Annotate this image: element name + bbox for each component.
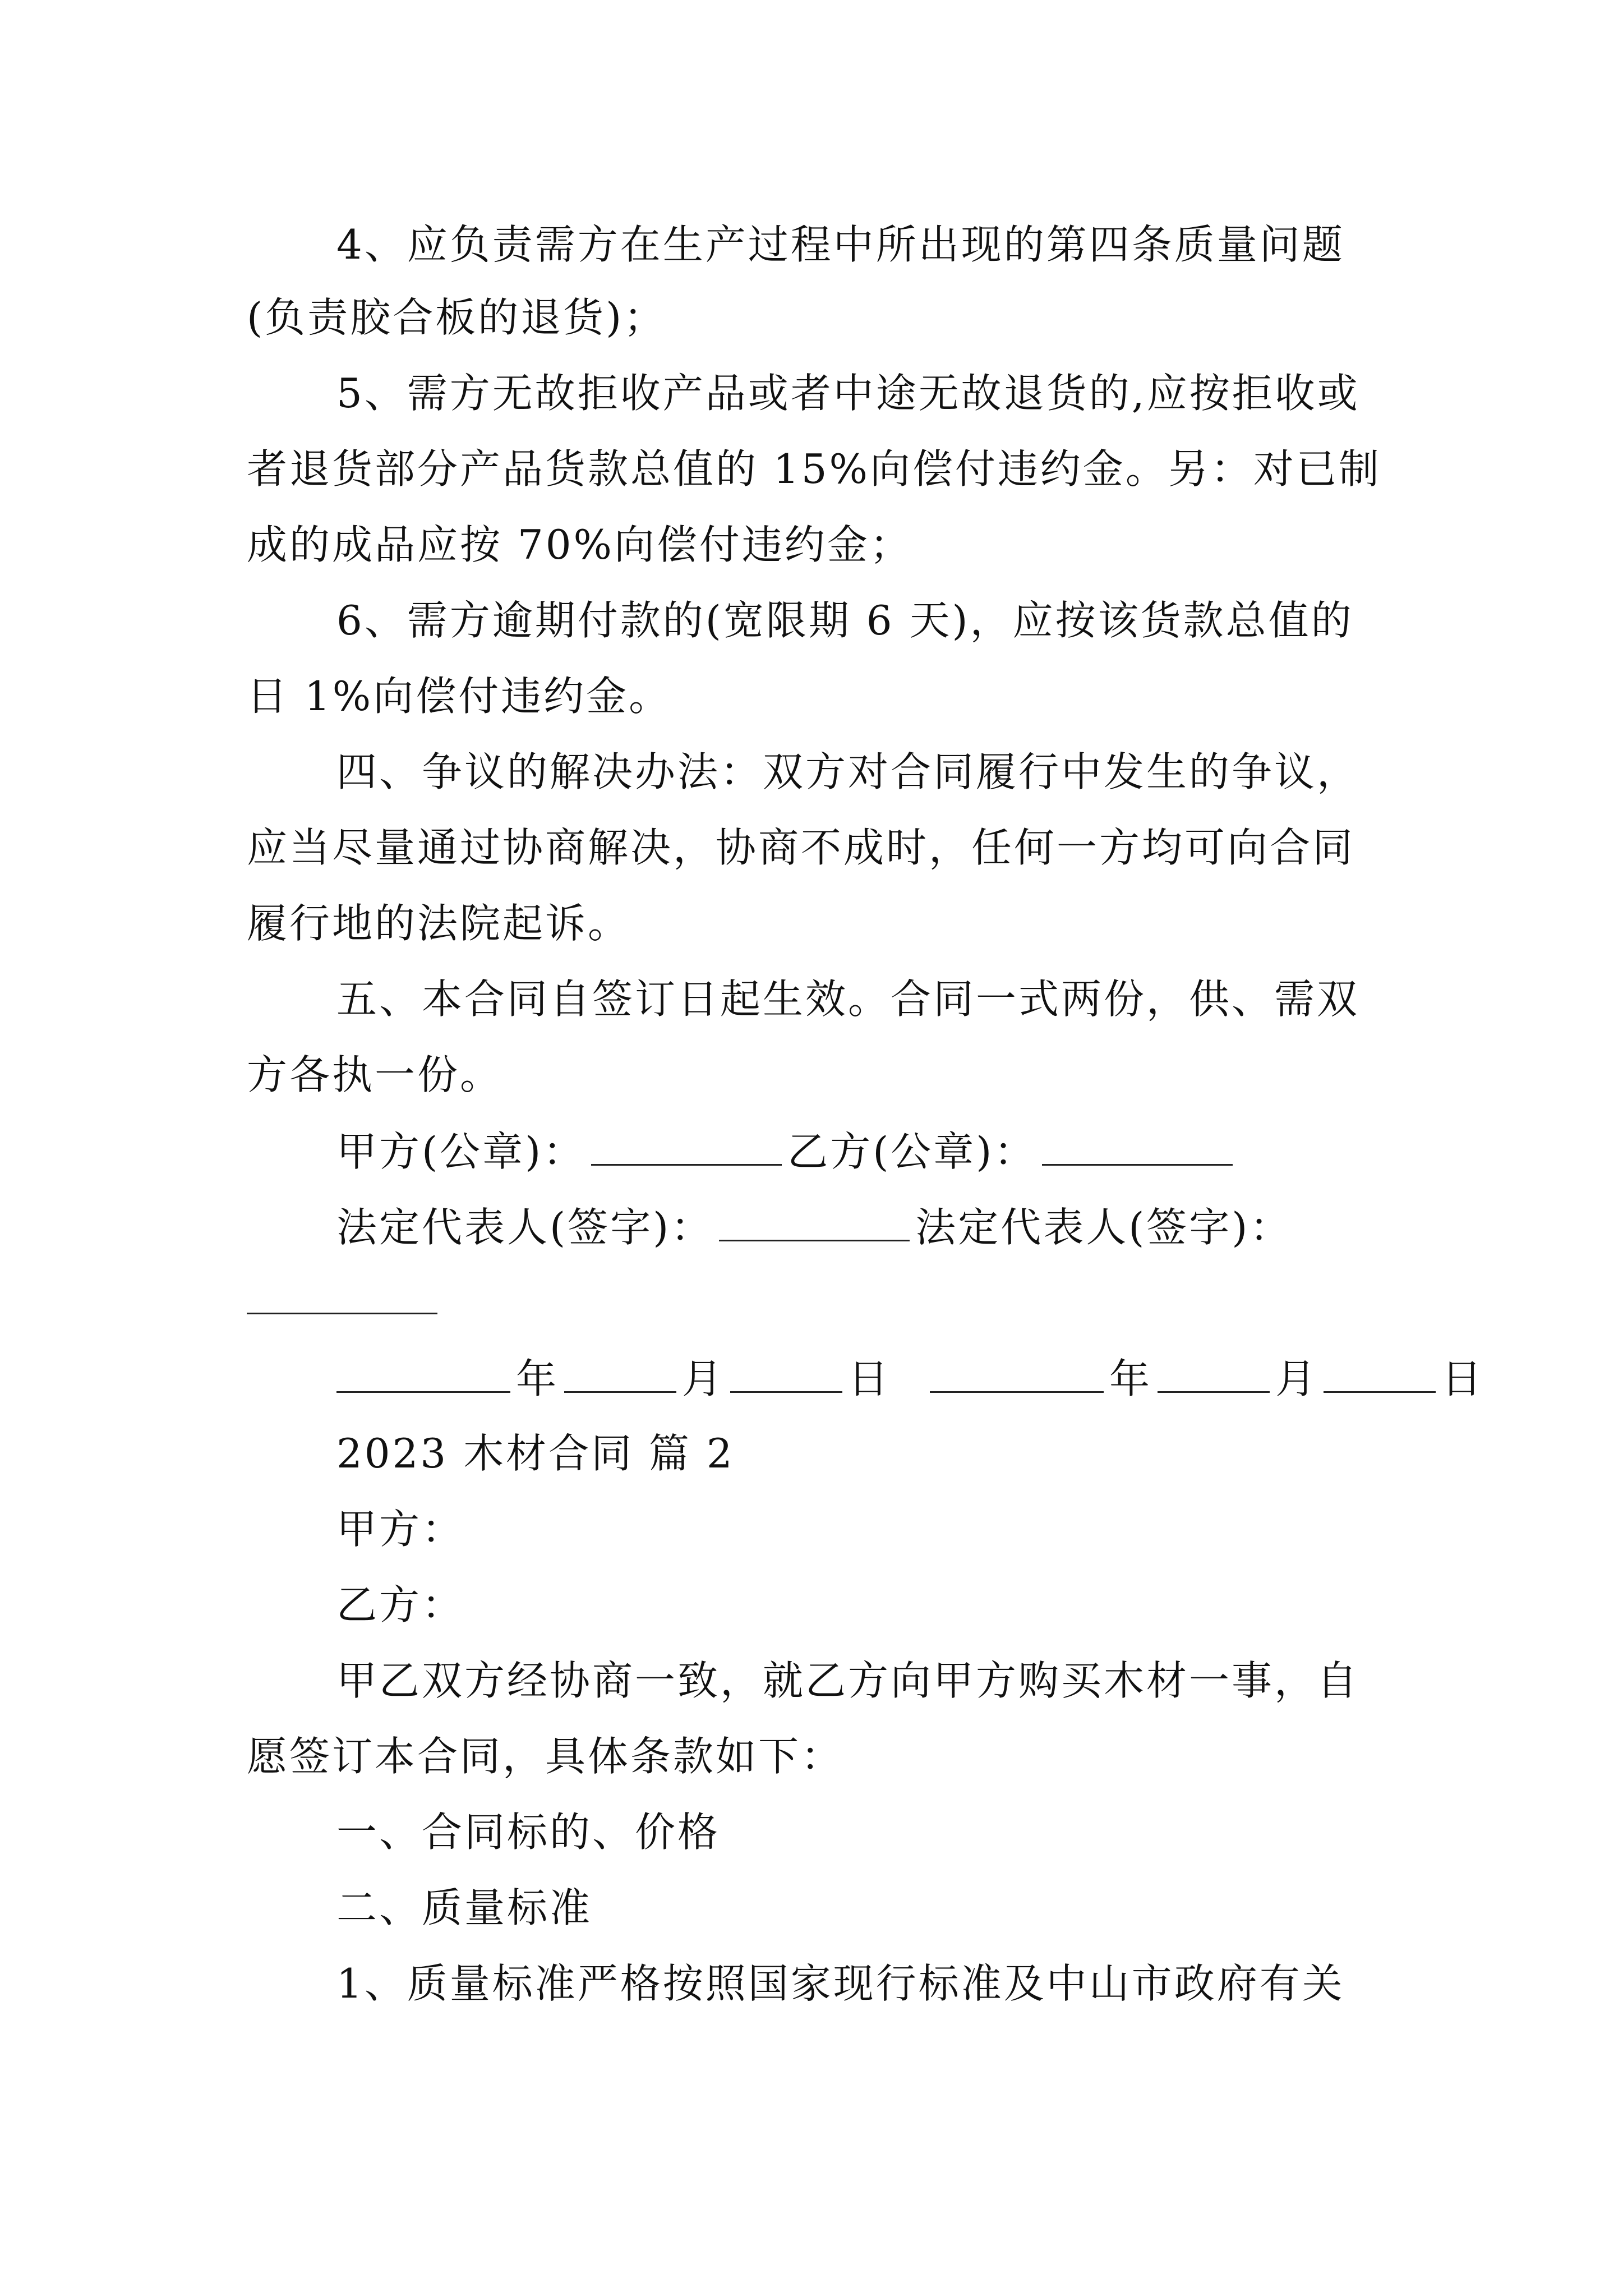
rep-a-label: 法定代表人(签字)：	[336, 1204, 714, 1251]
section-2-intro-line-2: 愿签订本合同，具体条款如下：	[247, 1733, 844, 1780]
section-2-item-1: 一、合同标的、价格	[336, 1809, 721, 1856]
party-b-seal-blank	[1042, 1130, 1233, 1166]
dispute-line-2: 应当尽量通过协商解决，协商不成时，任何一方均可向合同	[247, 824, 1355, 871]
section-2-title: 2023 木材合同 篇 2	[336, 1430, 735, 1477]
day-a-label: 日	[848, 1355, 891, 1402]
rep-a-blank	[719, 1206, 910, 1241]
rep-b-blank	[247, 1313, 437, 1314]
month-b-label: 月	[1275, 1355, 1318, 1402]
year-b-label: 年	[1109, 1355, 1152, 1402]
clause-6-line-2: 日 1%向偿付违约金。	[247, 673, 672, 720]
year-b-blank	[930, 1358, 1104, 1393]
section-2-item-3: 1、质量标准严格按照国家现行标准及中山市政府有关	[336, 1960, 1345, 2007]
date-row	[336, 1355, 1484, 1402]
effect-line-2: 方各执一份。	[247, 1051, 503, 1098]
day-a-blank	[730, 1358, 842, 1393]
clause-5-line-1: 5、需方无故拒收产品或者中途无故退货的,应按拒收或	[336, 370, 1360, 417]
section-2-party-a: 甲方：	[336, 1506, 465, 1553]
clause-6-line-1: 6、需方逾期付款的(宽限期 6 天)，应按该货款总值的	[336, 597, 1354, 644]
year-a-label: 年	[516, 1355, 559, 1402]
month-a-blank	[564, 1358, 676, 1393]
clause-4-line-2: (负责胶合板的退货)；	[247, 294, 667, 341]
seal-row	[336, 1128, 1238, 1175]
clause-5-line-3: 成的成品应按 70%向偿付违约金；	[247, 521, 912, 568]
representative-row	[336, 1204, 1293, 1251]
month-b-blank	[1158, 1358, 1270, 1393]
clause-4-line-1: 4、应负责需方在生产过程中所出现的第四条质量问题	[336, 221, 1345, 268]
effect-line-1: 五、本合同自签订日起生效。合同一式两份，供、需双	[336, 976, 1360, 1023]
section-2-party-b: 乙方：	[336, 1581, 465, 1628]
month-a-label: 月	[682, 1355, 725, 1402]
section-2-item-2: 二、质量标准	[336, 1884, 593, 1931]
day-b-label: 日	[1441, 1355, 1484, 1402]
day-b-blank	[1324, 1358, 1436, 1393]
dispute-line-1: 四、争议的解决办法：双方对合同履行中发生的争议，	[336, 748, 1360, 795]
rep-b-label: 法定代表人(签字)：	[915, 1204, 1293, 1251]
party-a-seal-label: 甲方(公章)：	[336, 1128, 586, 1175]
clause-5-line-2: 者退货部分产品货款总值的 15%向偿付违约金。另：对已制	[247, 445, 1381, 493]
dispute-line-3: 履行地的法院起诉。	[247, 900, 631, 947]
party-b-seal-label: 乙方(公章)：	[787, 1128, 1037, 1175]
party-a-seal-blank	[591, 1130, 782, 1166]
section-2-intro-line-1: 甲乙双方经协商一致，就乙方向甲方购买木材一事，自	[336, 1657, 1360, 1704]
year-a-blank	[336, 1358, 510, 1393]
